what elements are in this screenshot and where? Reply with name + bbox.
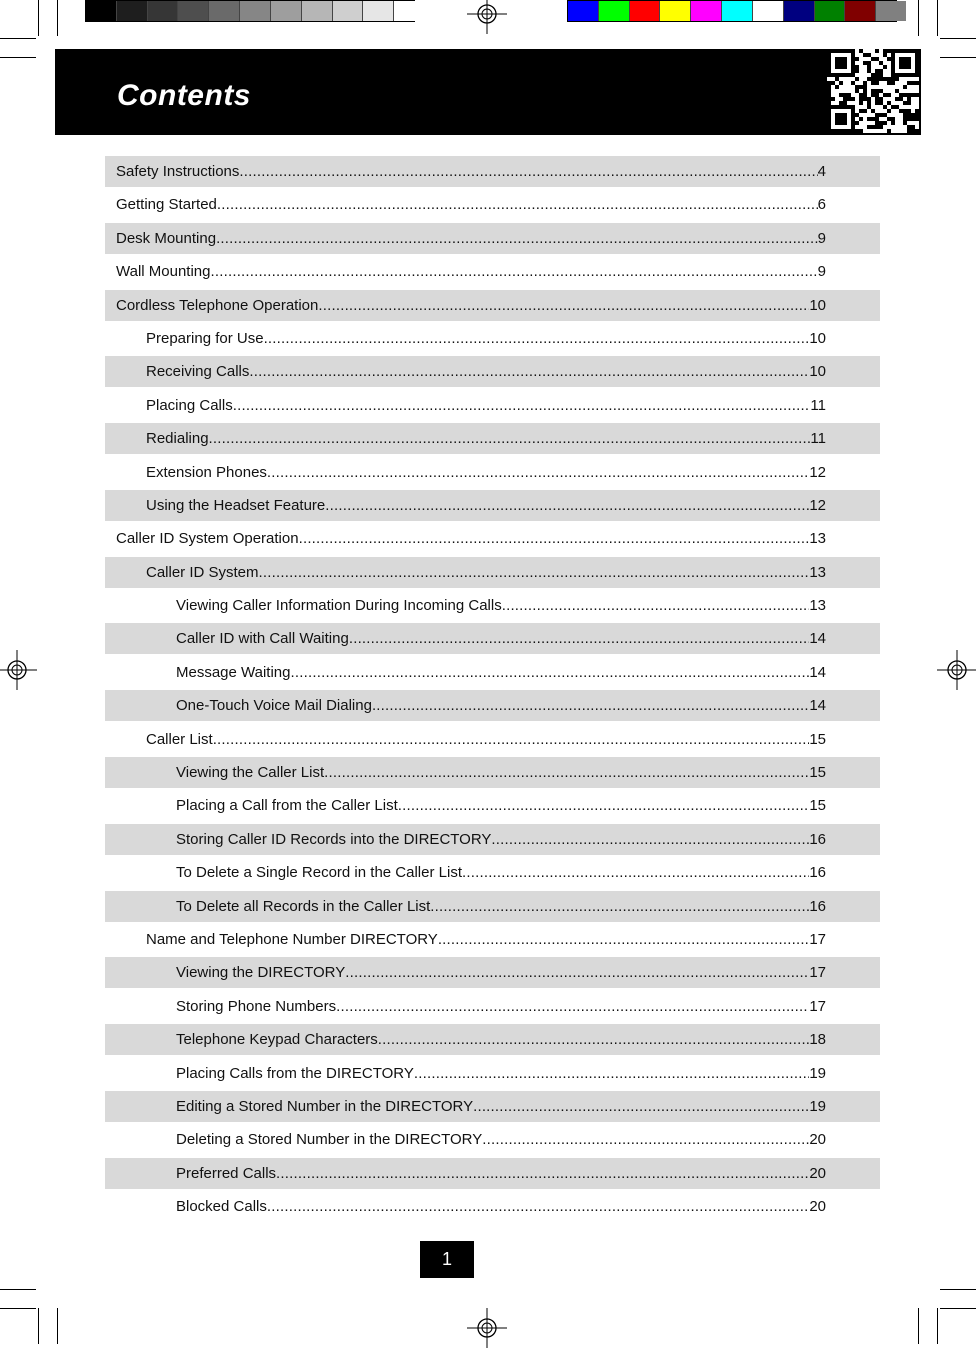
toc-entry-title: Placing a Call from the Caller List	[176, 797, 398, 815]
toc-entry-page: 4	[817, 163, 826, 180]
toc-dot-leader	[349, 630, 809, 647]
toc-dot-leader	[216, 230, 818, 247]
toc-entry[interactable]	[105, 1024, 880, 1055]
toc-entry-title: Extension Phones	[146, 463, 267, 481]
toc-entry-title: Placing Calls from the DIRECTORY	[176, 1064, 414, 1082]
toc-entry-page: 10	[809, 296, 826, 314]
toc-entry-title: Caller ID with Call Waiting	[176, 630, 349, 648]
toc-entry[interactable]	[105, 824, 880, 855]
color-swatch	[783, 1, 814, 21]
toc-entry-title: Viewing the DIRECTORY	[176, 964, 346, 982]
toc-entry-title: To Delete all Records in the Caller List	[176, 897, 431, 915]
color-swatch	[814, 1, 845, 21]
toc-entry[interactable]	[105, 623, 880, 654]
toc-entry-page: 13	[809, 563, 826, 581]
toc-dot-leader	[372, 697, 809, 714]
grayscale-swatch	[332, 1, 363, 21]
toc-entry-title: Redialing	[146, 430, 209, 448]
toc-entry-page: 10	[809, 363, 826, 381]
toc-dot-leader	[209, 430, 811, 447]
toc-entry-page: 14	[809, 630, 826, 648]
color-swatch	[721, 1, 752, 21]
toc-entry-title: Deleting a Stored Number in the DIRECTORY	[176, 1131, 483, 1149]
color-swatch	[568, 1, 598, 21]
toc-dot-leader	[259, 564, 810, 581]
toc-entry-title: Blocked Calls	[176, 1198, 267, 1216]
toc-entry-title: Caller ID System Operation	[116, 530, 299, 548]
toc-entry[interactable]	[105, 1091, 880, 1122]
toc-entry[interactable]	[105, 790, 880, 821]
toc-entry[interactable]	[105, 457, 880, 488]
grayscale-swatch	[393, 1, 424, 21]
toc-dot-leader	[249, 363, 809, 380]
toc-entry[interactable]	[105, 924, 880, 955]
grayscale-swatch	[239, 1, 270, 21]
toc-entry-page: 16	[809, 897, 826, 915]
grayscale-swatch	[147, 1, 178, 21]
toc-entry[interactable]	[105, 223, 880, 254]
toc-entry-page: 10	[809, 329, 826, 347]
toc-entry-title: Name and Telephone Number DIRECTORY	[146, 930, 438, 948]
toc-dot-leader	[491, 831, 809, 848]
toc-entry-page: 9	[817, 229, 826, 247]
toc-entry[interactable]	[105, 1058, 880, 1089]
toc-entry-title: Preferred Calls	[176, 1164, 277, 1182]
toc-entry[interactable]	[105, 490, 880, 521]
toc-entry[interactable]	[105, 256, 880, 287]
toc-entry-title: Editing a Stored Number in the DIRECTORY	[176, 1097, 474, 1115]
page-title: Contents	[117, 79, 251, 112]
toc-entry[interactable]	[105, 724, 880, 755]
toc-entry[interactable]	[105, 757, 880, 788]
toc-entry[interactable]	[105, 189, 880, 220]
toc-entry[interactable]	[105, 1191, 880, 1222]
color-swatch	[875, 1, 906, 21]
toc-entry-title: Telephone Keypad Characters	[176, 1031, 378, 1049]
toc-entry-page: 13	[809, 597, 826, 615]
table-of-contents	[105, 156, 880, 1225]
toc-entry-page: 16	[809, 830, 826, 848]
toc-entry-title: Using the Headset Feature	[146, 496, 326, 514]
toc-dot-leader	[276, 1165, 809, 1182]
color-swatch	[844, 1, 875, 21]
toc-entry[interactable]	[105, 957, 880, 988]
toc-dot-leader	[378, 1031, 810, 1048]
toc-entry[interactable]	[105, 356, 880, 387]
toc-entry[interactable]	[105, 891, 880, 922]
toc-entry-page: 9	[817, 263, 826, 281]
toc-entry-title: Storing Caller ID Records into the DIRECTORY	[176, 830, 492, 848]
toc-dot-leader	[473, 1098, 809, 1115]
toc-dot-leader	[502, 597, 810, 614]
toc-dot-leader	[318, 297, 809, 314]
toc-entry-page: 12	[809, 496, 826, 514]
toc-entry-page: 20	[809, 1131, 826, 1149]
toc-dot-leader	[324, 764, 809, 781]
toc-entry-page: 17	[809, 964, 826, 982]
registration-mark-right-icon	[937, 650, 976, 690]
registration-mark-top-icon	[467, 0, 507, 34]
toc-dot-leader	[462, 864, 809, 881]
toc-entry[interactable]	[105, 290, 880, 321]
color-swatch	[690, 1, 721, 21]
toc-entry-page: 14	[809, 663, 826, 681]
toc-entry[interactable]	[105, 390, 880, 421]
toc-entry[interactable]	[105, 1158, 880, 1189]
toc-entry-page: 17	[809, 930, 826, 948]
grayscale-swatch	[208, 1, 239, 21]
page-number: 1	[420, 1241, 474, 1278]
toc-entry-page: 15	[809, 797, 826, 815]
toc-entry-title: Placing Calls	[146, 396, 233, 414]
toc-entry[interactable]	[105, 991, 880, 1022]
toc-entry[interactable]	[105, 1124, 880, 1155]
toc-entry-page: 15	[809, 764, 826, 782]
qr-code-icon	[827, 49, 919, 133]
color-calibration-strip	[567, 0, 897, 22]
toc-dot-leader	[217, 196, 818, 213]
grayscale-swatch	[116, 1, 147, 21]
toc-entry-page: 12	[809, 463, 826, 481]
toc-entry-page: 11	[810, 396, 826, 414]
toc-entry[interactable]	[105, 323, 880, 354]
toc-entry-title: Message Waiting	[176, 663, 291, 681]
grayscale-swatch	[86, 1, 116, 21]
color-swatch	[629, 1, 660, 21]
toc-dot-leader	[336, 998, 809, 1015]
registration-mark-left-icon	[0, 650, 37, 690]
toc-dot-leader	[213, 731, 810, 748]
toc-dot-leader	[239, 163, 817, 180]
grayscale-swatch	[362, 1, 393, 21]
toc-entry-title: Viewing Caller Information During Incoming Calls	[176, 597, 502, 615]
header-band	[55, 49, 921, 135]
toc-dot-leader	[264, 330, 810, 347]
toc-entry-title: Caller List	[146, 730, 213, 748]
toc-entry-title: One-Touch Voice Mail Dialing	[176, 697, 372, 715]
grayscale-swatch	[301, 1, 332, 21]
toc-entry-page: 11	[810, 430, 826, 448]
toc-dot-leader	[345, 964, 809, 981]
grayscale-calibration-strip	[85, 0, 415, 22]
toc-dot-leader	[233, 397, 811, 414]
toc-dot-leader	[210, 263, 817, 280]
color-swatch	[659, 1, 690, 21]
toc-dot-leader	[267, 1198, 809, 1215]
toc-dot-leader	[430, 898, 809, 915]
toc-dot-leader	[482, 1131, 809, 1148]
toc-dot-leader	[325, 497, 809, 514]
toc-dot-leader	[414, 1065, 809, 1082]
grayscale-swatch	[270, 1, 301, 21]
grayscale-swatch	[177, 1, 208, 21]
toc-entry-page: 13	[809, 530, 826, 548]
color-swatch	[598, 1, 629, 21]
toc-entry[interactable]	[105, 557, 880, 588]
toc-dot-leader	[398, 797, 810, 814]
toc-entry-page: 20	[809, 1198, 826, 1216]
toc-entry-page: 20	[809, 1164, 826, 1182]
toc-entry-page: 19	[809, 1064, 826, 1082]
toc-entry-title: Wall Mounting	[116, 263, 211, 281]
toc-entry-page: 16	[809, 864, 826, 882]
toc-entry[interactable]	[105, 690, 880, 721]
toc-entry-title: Desk Mounting	[116, 229, 217, 247]
color-swatch	[752, 1, 783, 21]
toc-entry-title: Getting Started	[116, 196, 217, 214]
toc-entry-page: 14	[809, 697, 826, 715]
toc-entry[interactable]	[105, 156, 880, 187]
toc-entry-title: To Delete a Single Record in the Caller List	[176, 864, 462, 882]
toc-entry-title: Caller ID System	[146, 563, 259, 581]
toc-entry-title: Storing Phone Numbers	[176, 997, 337, 1015]
toc-entry-title: Viewing the Caller List	[176, 764, 325, 782]
toc-entry-page: 6	[817, 196, 826, 214]
toc-entry-page: 15	[809, 730, 826, 748]
toc-dot-leader	[438, 931, 810, 948]
toc-dot-leader	[291, 664, 810, 681]
toc-entry-page: 18	[809, 1031, 826, 1049]
toc-entry[interactable]	[105, 657, 880, 688]
toc-dot-leader	[299, 530, 810, 547]
toc-entry-title: Receiving Calls	[146, 363, 250, 381]
toc-entry[interactable]	[105, 423, 880, 454]
toc-entry[interactable]	[105, 523, 880, 554]
toc-entry-page: 19	[809, 1097, 826, 1115]
toc-dot-leader	[267, 464, 809, 481]
toc-entry-title: Cordless Telephone Operation	[116, 296, 319, 314]
toc-entry-title: Safety Instructions	[116, 163, 240, 180]
toc-entry-title: Preparing for Use	[146, 329, 264, 347]
toc-entry-page: 17	[809, 997, 826, 1015]
toc-entry[interactable]	[105, 590, 880, 621]
toc-entry[interactable]	[105, 857, 880, 888]
registration-mark-bottom-icon	[467, 1308, 507, 1348]
